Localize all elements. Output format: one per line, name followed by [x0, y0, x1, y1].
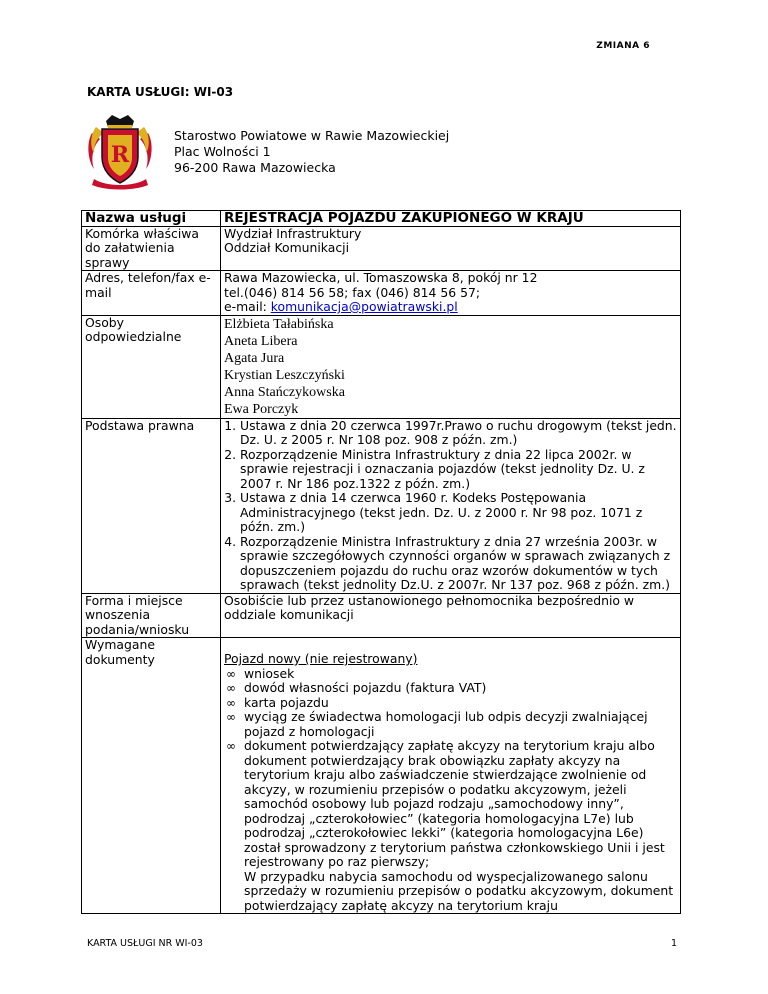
legal-basis-item: 3. Ustawa z dnia 14 czerwca 1960 r. Kodeks Postępowania Administracyjnego (tekst jedn. Dz. U. z 2000 r. Nr 98 poz. 1071 z późn. zm.)	[240, 491, 677, 535]
document-title: KARTA USŁUGI: WI-03	[87, 85, 234, 99]
legal-basis-item: 1. Ustawa z dnia 20 czerwca 1997r.Prawo o ruchu drogowym (tekst jedn. Dz. U. z 2005 r. Nr 108 poz. 908 z późn. zm.)	[240, 419, 677, 448]
documents-list	[224, 667, 677, 914]
service-name-label: Nazwa usługi	[82, 211, 221, 227]
row-unit	[82, 226, 681, 271]
person-name: Ewa Porczyk	[224, 401, 299, 417]
office-address	[174, 128, 449, 176]
person-name: Agata Jura	[224, 350, 285, 366]
row-documents	[82, 638, 681, 914]
document-item	[224, 696, 677, 711]
unit-line-2: Oddział Komunikacji	[224, 240, 350, 255]
coat-of-arms-icon	[86, 113, 154, 191]
document-item	[224, 681, 677, 696]
submission-value: Osobiście lub przez ustanowionego pełnomocnika bezpośrednio w oddziale komunikacji	[221, 593, 681, 638]
legal-basis-label: Podstawa prawna	[82, 418, 221, 593]
persons-value	[221, 315, 681, 418]
documents-label: Wymagane dokumenty	[82, 638, 221, 914]
email-link[interactable]: komunikacja@powiatrawski.pl	[270, 299, 458, 314]
legal-basis-item: 4. Rozporządzenie Ministra Infrastruktury z dnia 27 września 2003r. w sprawie szczegółowych czynności organów w sprawach związanych z dopuszczeniem pojazdu do ruchu oraz wzorów dokumentów w tych sprawach (tekst jednolity Dz.U. z 2007r. Nr 137 poz. 968 z późn. zm.)	[240, 535, 677, 593]
person-name: Anna Stańczykowska	[224, 384, 345, 400]
document-item-text: wyciąg ze świadectwa homologacji lub odpis decyzji zwalniającej pojazd z homologacji	[244, 709, 648, 739]
person-name: Krystian Leszczyński	[224, 367, 345, 383]
infinity-bullet-icon: ∞	[226, 681, 236, 695]
infinity-bullet-icon: ∞	[226, 666, 236, 681]
row-legal-basis	[82, 418, 681, 593]
persons-label: Osoby odpowiedzialne	[82, 315, 221, 418]
submission-label: Forma i miejsce wnoszenia podania/wniosku	[82, 593, 221, 638]
address-line-3: 96-200 Rawa Mazowiecka	[174, 160, 336, 175]
infinity-bullet-icon: ∞	[226, 710, 236, 724]
document-item-text: dokument potwierdzający zapłatę akcyzy na terytorium kraju albo dokument potwierdzający brak obowiązku zapłaty akcyzy na terytorium kraju albo zaświadczenie stwierdzające zwolnienie od akcyzy, w rozumieniu przepisów o podatku akcyzowym, jeżeli samochód osobowy lub pojazd rodzaju „samochodowy inny”, podrodzaj „czterokołowiec” (kategoria homologacyjna L7e) lub podrodzaj „czterokołowiec lekki” (kategoria homologacyjna L6e) został sprowadzony z terytorium państwa członkowskiego Unii i jest rejestrowany po raz pierwszy;	[244, 738, 665, 869]
row-submission	[82, 593, 681, 638]
documents-value	[221, 638, 681, 914]
footer-card-number: KARTA USŁUGI NR WI-03	[87, 938, 203, 949]
contact-label: Adres, telefon/fax e-mail	[82, 271, 221, 316]
infinity-bullet-icon: ∞	[226, 695, 236, 710]
address-line-1: Starostwo Powiatowe w Rawie Mazowieckiej	[174, 128, 450, 143]
infinity-bullet-icon: ∞	[226, 739, 236, 753]
row-service-name	[82, 211, 681, 227]
email-prefix: e-mail:	[224, 299, 271, 314]
document-item-text: dowód własności pojazdu (faktura VAT)	[244, 680, 487, 695]
unit-value	[221, 226, 681, 271]
document-item	[224, 739, 677, 913]
row-persons	[82, 315, 681, 418]
contact-email-line	[224, 300, 677, 315]
service-name-value: REJESTRACJA POJAZDU ZAKUPIONEGO W KRAJU	[221, 211, 681, 227]
document-item-text: karta pojazdu	[244, 694, 329, 710]
service-card-table	[81, 210, 681, 914]
footer-page-number: 1	[670, 938, 677, 949]
person-name: Aneta Libera	[224, 333, 298, 349]
document-item-text: wniosek	[244, 665, 295, 681]
document-continuation-text: W przypadku nabycia samochodu od wyspecjalizowanego salonu sprzedaży w rozumieniu przepisów o podatku akcyzowym, dokument potwierdzający zapłatę akcyzy na terytorium kraju	[244, 868, 674, 913]
document-item	[224, 667, 677, 682]
person-name: Elżbieta Tałabińska	[224, 316, 334, 332]
contact-value	[221, 271, 681, 316]
svg-text:R: R	[110, 142, 130, 168]
row-contact	[82, 271, 681, 316]
change-label: ZMIANA 6	[596, 41, 650, 51]
unit-label: Komórka właściwa do załatwienia sprawy	[82, 226, 221, 271]
legal-basis-value	[221, 418, 681, 593]
documents-subheading: Pojazd nowy (nie rejestrowany)	[224, 651, 418, 666]
legal-basis-list	[224, 419, 677, 593]
address-line-2: Plac Wolności 1	[174, 144, 271, 159]
contact-line-1: Rawa Mazowiecka, ul. Tomaszowska 8, pokój nr 12	[224, 270, 538, 285]
document-item	[224, 710, 677, 739]
legal-basis-item: 2. Rozporządzenie Ministra Infrastruktury z dnia 22 lipca 2002r. w sprawie rejestracji i oznaczania pojazdów (tekst jednolity Dz. U. z 2007 r. Nr 186 poz.1322 z późn. zm.)	[240, 448, 677, 492]
unit-line-1: Wydział Infrastruktury	[224, 225, 362, 241]
contact-line-2: tel.(046) 814 56 58; fax (046) 814 56 57;	[224, 284, 481, 300]
